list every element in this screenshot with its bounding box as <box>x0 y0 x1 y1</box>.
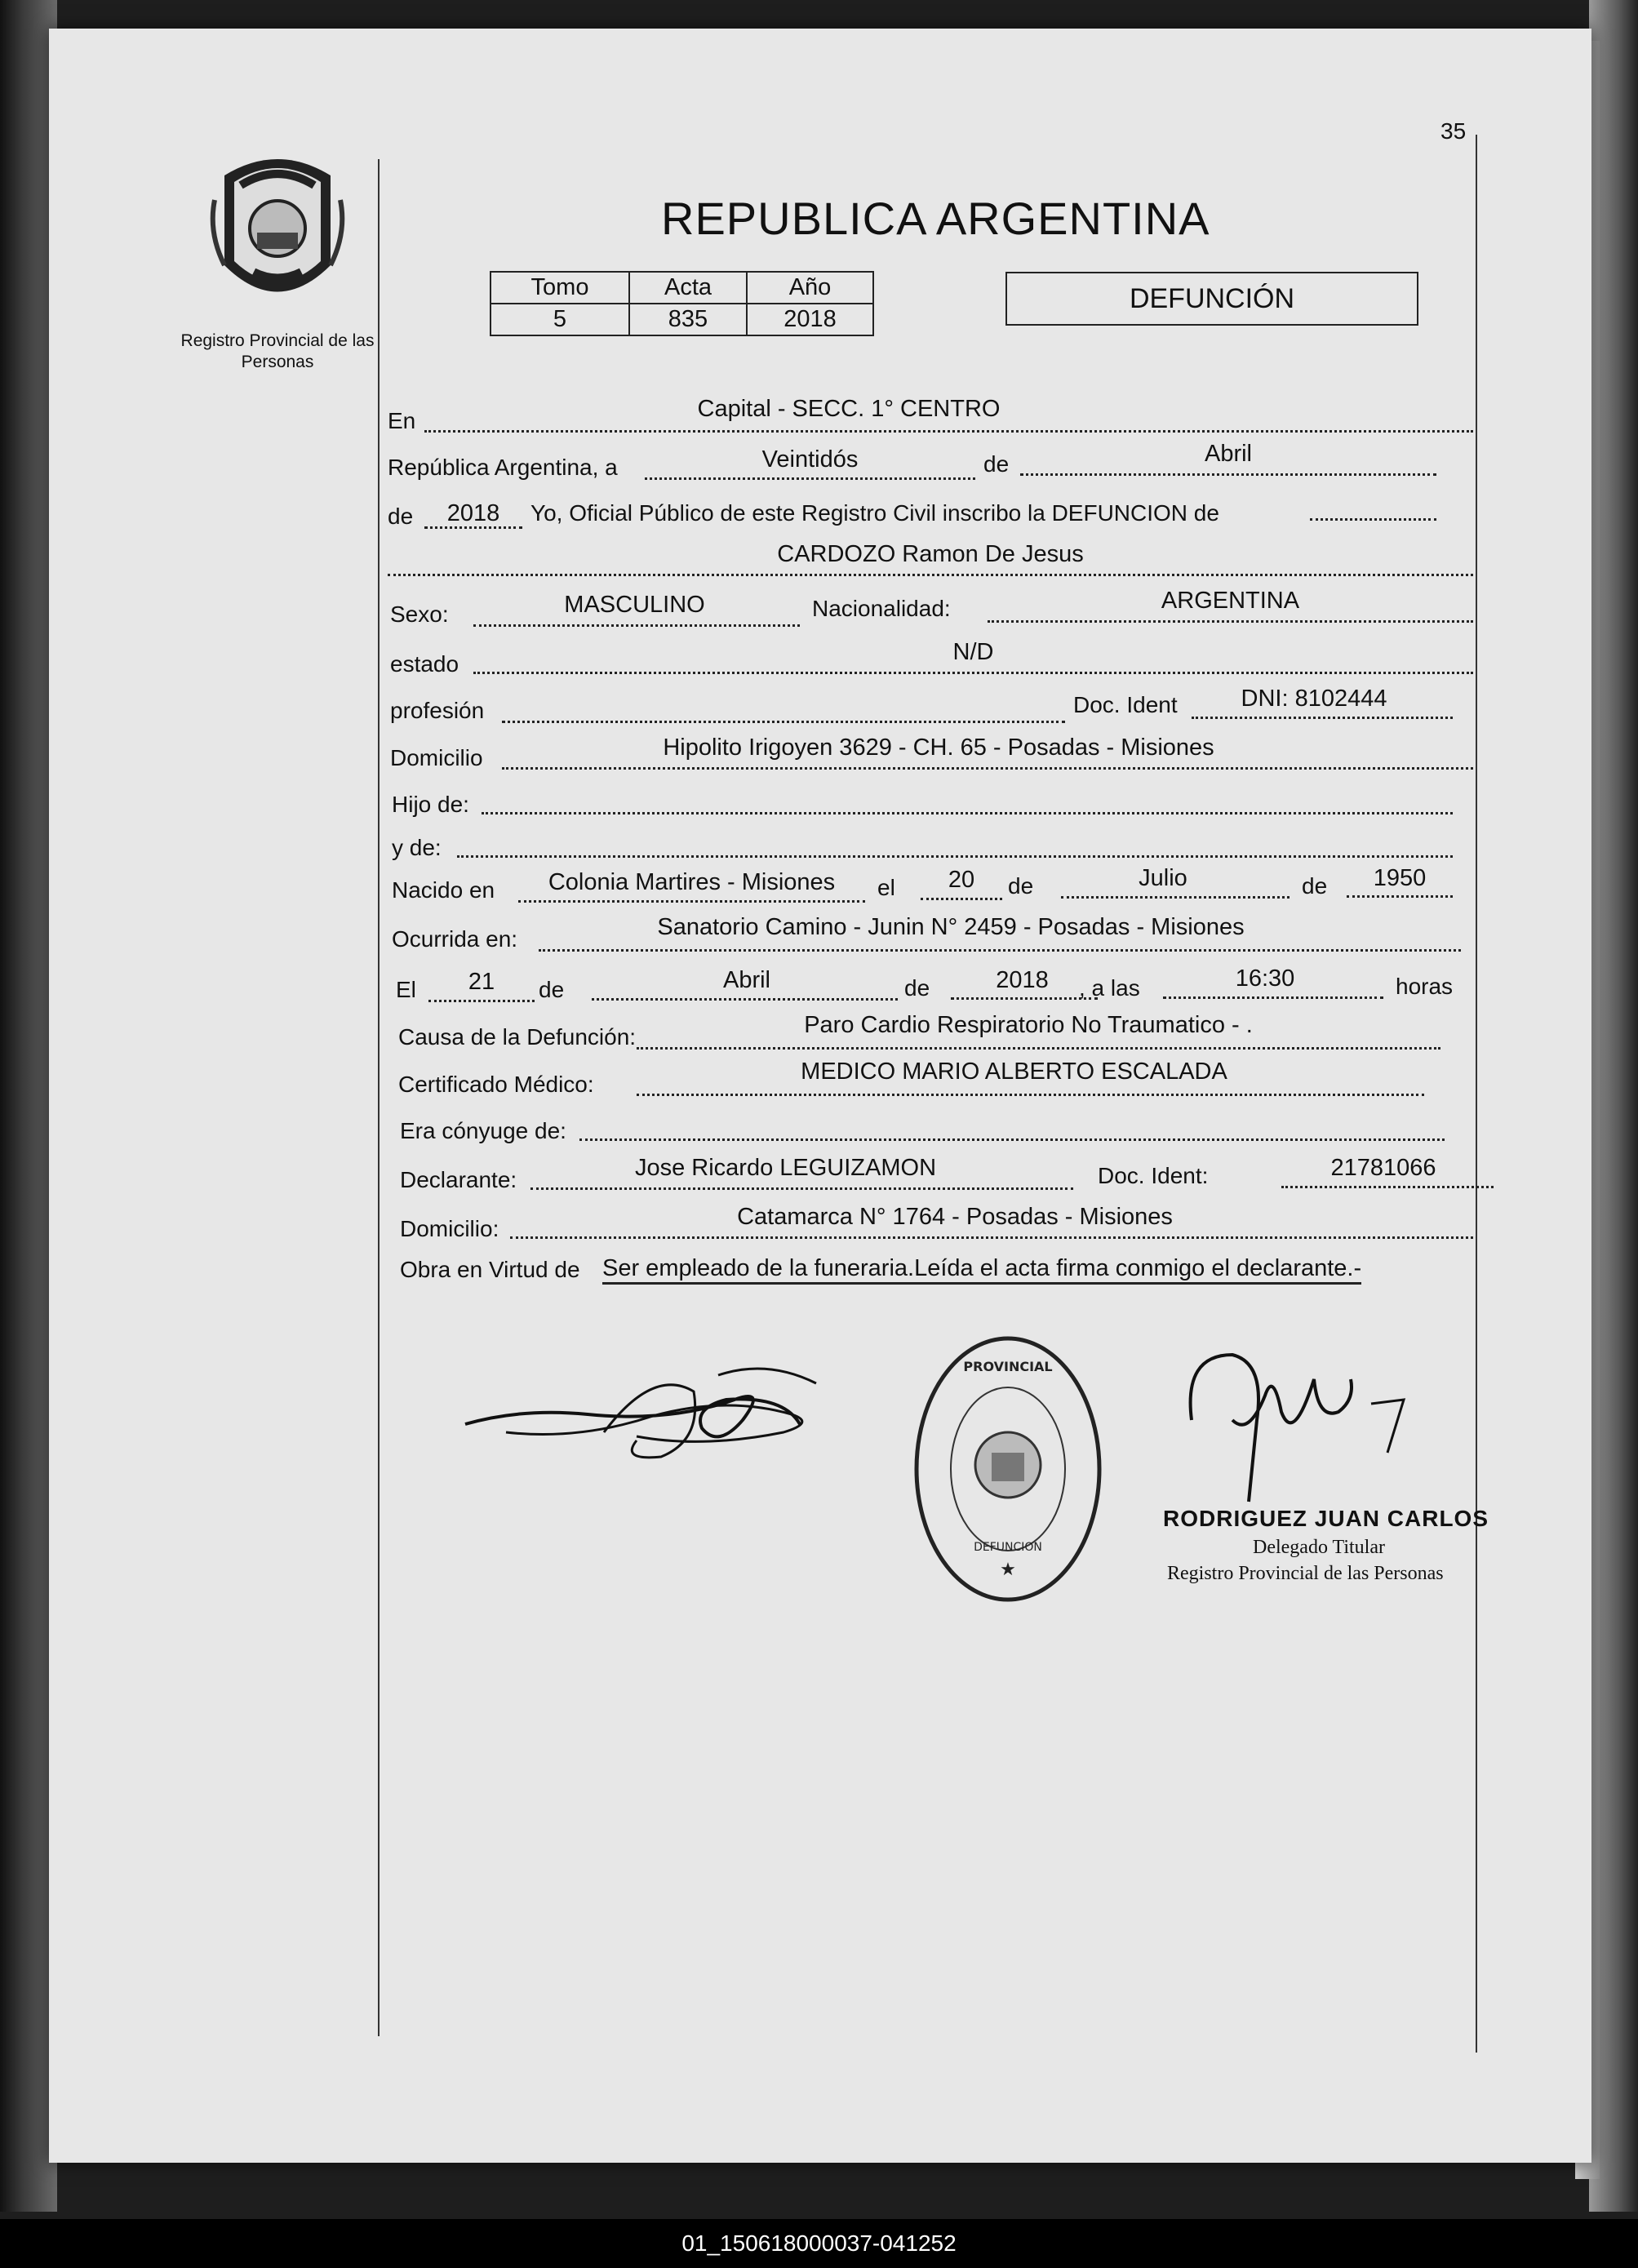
official-signature <box>1175 1322 1469 1526</box>
de6-label: de <box>904 975 930 1001</box>
estado-label: estado <box>390 651 459 677</box>
value-anio: 2018 <box>747 304 873 335</box>
nacido-label: Nacido en <box>392 877 495 903</box>
def-dia: 21 <box>468 969 495 995</box>
sexo-value: MASCULINO <box>564 592 705 618</box>
page-number: 35 <box>1440 118 1467 144</box>
hijo-label: Hijo de: <box>392 792 469 817</box>
profesion-label: profesión <box>390 698 485 723</box>
de3-label: de <box>1008 873 1034 899</box>
left-margin-line <box>378 159 380 2036</box>
doc2-value: 21781066 <box>1330 1155 1436 1181</box>
el-label: el <box>877 875 895 900</box>
de-label: de <box>983 451 1010 477</box>
cert-label: Certificado Médico: <box>398 1072 594 1097</box>
domicilio-label: Domicilio <box>390 745 483 770</box>
dia-value: Veintidós <box>761 446 859 473</box>
yde-label: y de: <box>392 835 442 860</box>
official-stamp <box>906 1330 1110 1608</box>
deceased-name: CARDOZO Ramon De Jesus <box>777 541 1084 567</box>
declarante-label: Declarante: <box>400 1167 517 1192</box>
en-label: En <box>388 408 416 433</box>
nacionalidad-value: ARGENTINA <box>1161 588 1300 614</box>
nacido-anio: 1950 <box>1373 865 1427 891</box>
causa-value: Paro Cardio Respiratorio No Traumatico - . <box>804 1012 1253 1038</box>
yo-text: Yo, Oficial Público de este Registro Civil inscribo la DEFUNCION de <box>530 500 1219 526</box>
obra-value: Ser empleado de la funeraria.Leída el acta firma conmigo el declarante.- <box>602 1255 1361 1285</box>
anio-value: 2018 <box>446 500 500 526</box>
nacido-lugar: Colonia Martires - Misiones <box>548 869 836 895</box>
record-type-box: DEFUNCIÓN <box>1005 272 1418 326</box>
domicilio-value: Hipolito Irigoyen 3629 - CH. 65 - Posadas - Misiones <box>663 735 1214 761</box>
republica-label: República Argentina, a <box>388 455 618 480</box>
conyuge-label: Era cónyuge de: <box>400 1118 566 1143</box>
nacido-mes: Julio <box>1139 865 1187 891</box>
declarante-value: Jose Ricardo LEGUIZAMON <box>634 1155 937 1181</box>
alas-label: , a las <box>1079 975 1140 1001</box>
country-title: REPUBLICA ARGENTINA <box>661 193 1210 244</box>
header-acta: Acta <box>629 272 747 304</box>
obra-label: Obra en Virtud de <box>400 1257 580 1282</box>
official-name: RODRIGUEZ JUAN CARLOS <box>1163 1506 1489 1531</box>
de2-label: de <box>388 504 414 529</box>
registry-table <box>490 271 874 336</box>
causa-label: Causa de la Defunción: <box>398 1024 637 1050</box>
right-margin-line <box>1476 135 1477 2053</box>
official-office: Registro Provincial de las Personas <box>1167 1563 1444 1584</box>
mes-value: Abril <box>1204 441 1252 467</box>
domicilio2-label: Domicilio: <box>400 1216 499 1241</box>
document-page <box>49 29 1591 2163</box>
cert-value: MEDICO MARIO ALBERTO ESCALADA <box>801 1059 1227 1085</box>
nacido-dia: 20 <box>948 867 975 893</box>
el2-label: El <box>396 977 416 1002</box>
ocurrida-value: Sanatorio Camino - Junin N° 2459 - Posadas - Misiones <box>657 914 1245 940</box>
image-id-footer: 01_150618000037-041252 <box>0 2219 1638 2268</box>
doc2-label: Doc. Ident: <box>1098 1163 1209 1188</box>
registry-name: Registro Provincial de las Personas <box>180 331 375 371</box>
value-acta: 835 <box>629 304 747 335</box>
def-anio: 2018 <box>996 967 1049 993</box>
nacionalidad-label: Nacionalidad: <box>812 596 951 621</box>
de5-label: de <box>539 977 565 1002</box>
header-anio: Año <box>747 272 873 304</box>
official-role: Delegado Titular <box>1253 1537 1385 1558</box>
declarant-signature <box>457 1351 849 1514</box>
sexo-label: Sexo: <box>390 601 449 627</box>
doc-value: DNI: 8102444 <box>1241 686 1387 712</box>
ocurrida-label: Ocurrida en: <box>392 926 518 952</box>
de4-label: de <box>1302 873 1328 899</box>
svg-text:★: ★ <box>1000 1560 1016 1580</box>
def-hora: 16:30 <box>1235 965 1295 992</box>
value-tomo: 5 <box>491 304 629 335</box>
svg-text:DEFUNCION: DEFUNCION <box>974 1541 1042 1554</box>
def-mes: Abril <box>722 967 770 993</box>
domicilio2-value: Catamarca N° 1764 - Posadas - Misiones <box>737 1204 1173 1230</box>
header-tomo: Tomo <box>491 272 629 304</box>
en-value: Capital - SECC. 1° CENTRO <box>697 396 1001 422</box>
provincia-seal-logo <box>208 143 347 314</box>
horas-label: horas <box>1396 974 1454 999</box>
doc-label: Doc. Ident <box>1073 692 1178 717</box>
estado-value: N/D <box>952 639 994 665</box>
svg-text:PROVINCIAL: PROVINCIAL <box>963 1359 1053 1374</box>
